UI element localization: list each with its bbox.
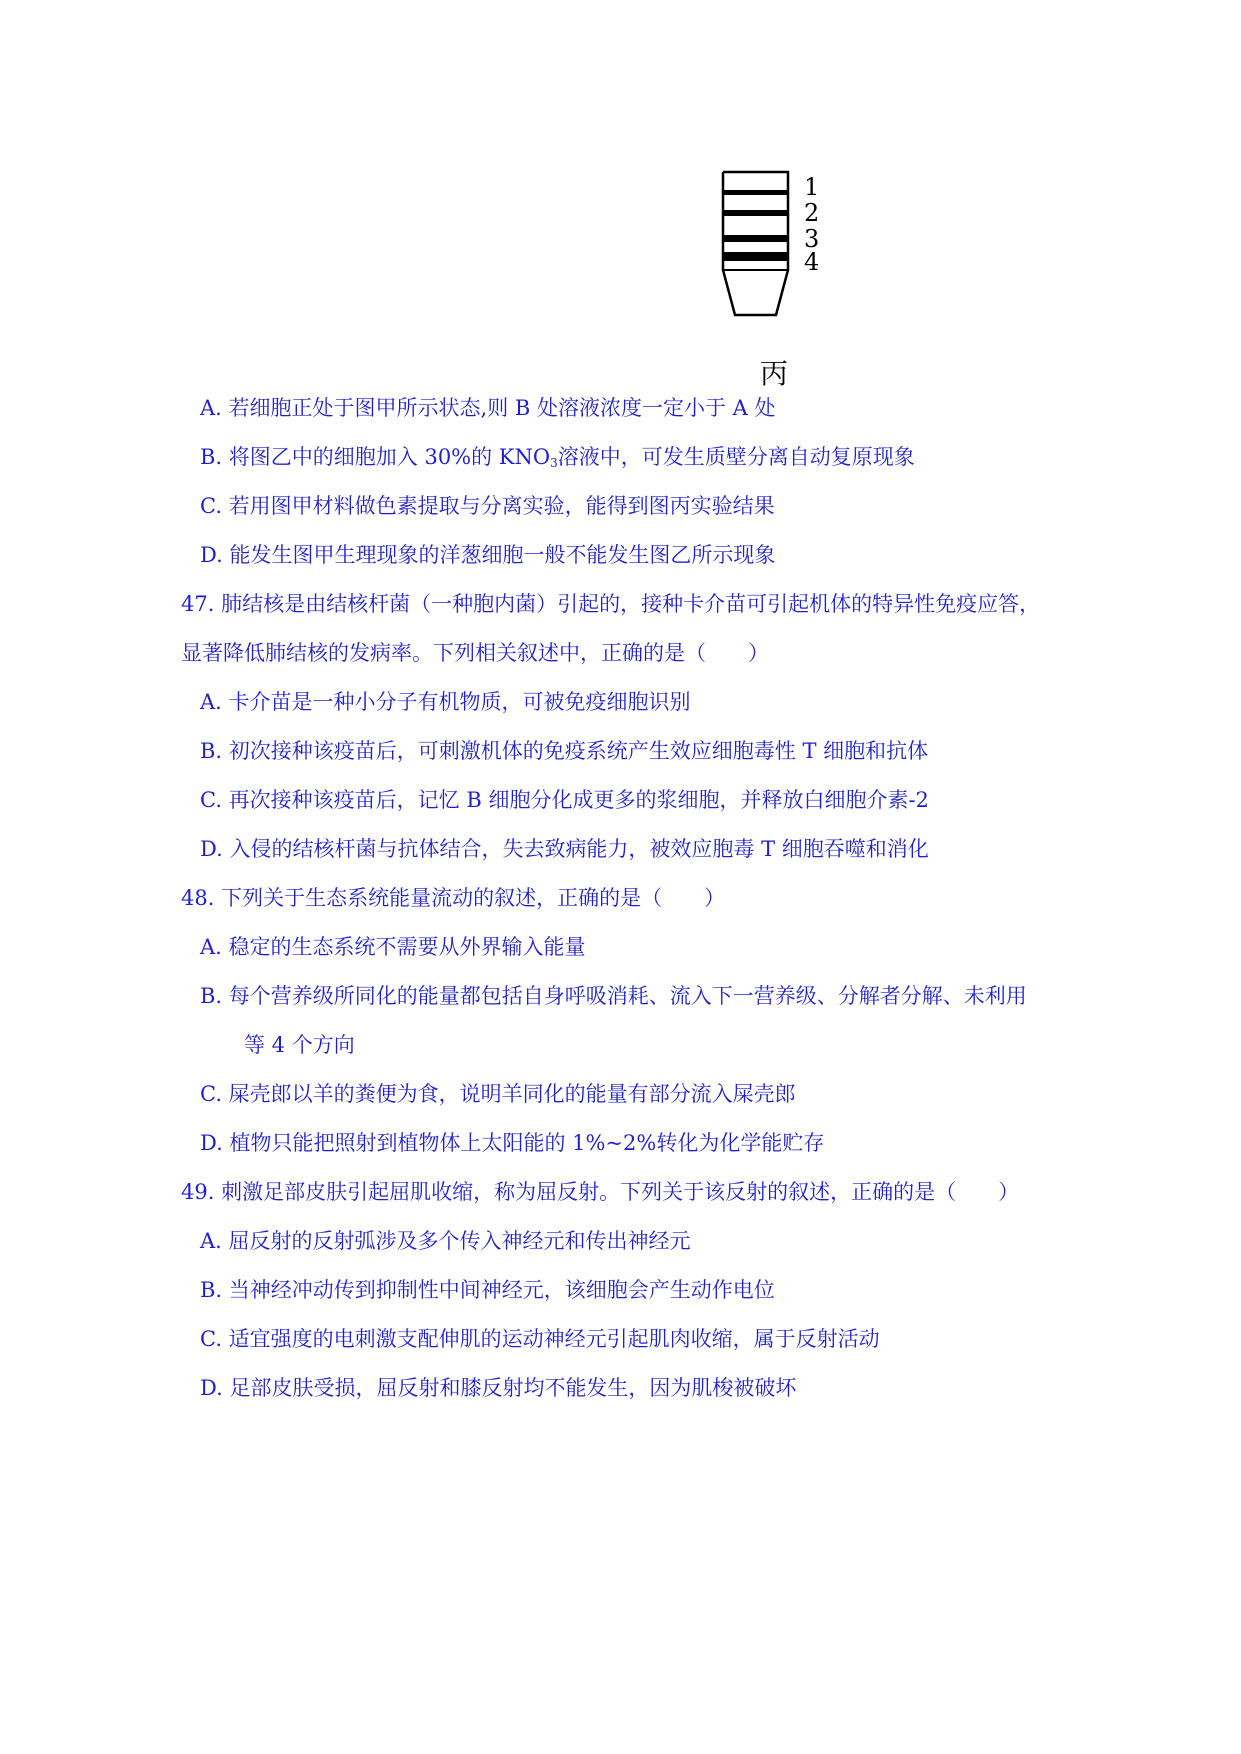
band-1 [723,190,788,195]
band-4 [723,252,788,261]
band-3 [723,235,788,242]
q49-option-c: C. 适宜强度的电刺激支配伸肌的运动神经元引起肌肉收缩，属于反射活动 [200,1327,880,1351]
q48-option-a: A. 稳定的生态系统不需要从外界输入能量 [200,935,586,959]
q46-option-a: A. 若细胞正处于图甲所示状态,则 B 处溶液浓度一定小于 A 处 [200,396,776,420]
q48-option-c: C. 屎壳郎以羊的粪便为食，说明羊同化的能量有部分流入屎壳郎 [200,1082,796,1106]
q48-stem: 48. 下列关于生态系统能量流动的叙述，正确的是（ ） [181,886,726,910]
q46-option-d: D. 能发生图甲生理现象的洋葱细胞一般不能发生图乙所示现象 [200,543,776,567]
band-label-2: 2 [804,199,820,227]
q48-option-b-line-1: B. 每个营养级所同化的能量都包括自身呼吸消耗、流入下一营养级、分解者分解、未利用 [200,984,1027,1008]
q49-option-b: B. 当神经冲动传到抑制性中间神经元，该细胞会产生动作电位 [200,1278,775,1302]
band-label-3: 3 [804,225,820,253]
band-label-1: 1 [804,173,820,201]
q48-option-b-line-2: 等 4 个方向 [244,1033,355,1057]
q46-option-b: B. 将图乙中的细胞加入 30%的 $KNO_3$溶液中，可发生质壁分离自动复原现象 [200,445,915,470]
q47-option-a: A. 卡介苗是一种小分子有机物质，可被免疫细胞识别 [200,690,691,714]
q47-option-d: D. 入侵的结核杆菌与抗体结合，失去致病能力，被效应胞毒 T 细胞吞噬和消化 [200,837,929,861]
q49-stem: 49. 刺激足部皮肤引起屈肌收缩，称为屈反射。下列关于该反射的叙述，正确的是（ ） [181,1180,1020,1204]
q47-option-c: C. 再次接种该疫苗后，记忆 B 细胞分化成更多的浆细胞，并释放白细胞介素-2 [200,788,929,812]
q46-option-c: C. 若用图甲材料做色素提取与分离实验，能得到图丙实验结果 [200,494,775,518]
q47-stem-line-1: 47. 肺结核是由结核杆菌（一种胞内菌）引起的，接种卡介苗可引起机体的特异性免疫应答， [181,592,1041,616]
figure-caption: 丙 [760,357,789,390]
band-2 [723,210,788,216]
q47-option-b: B. 初次接种该疫苗后，可刺激机体的免疫系统产生效应细胞毒性 T 细胞和抗体 [200,739,929,763]
q49-option-a: A. 屈反射的反射弧涉及多个传入神经元和传出神经元 [200,1229,691,1253]
q48-option-d: D. 植物只能把照射到植物体上太阳能的 1%~2%转化为化学能贮存 [200,1131,825,1155]
band-label-4: 4 [804,248,820,276]
q49-option-d: D. 足部皮肤受损，屈反射和膝反射均不能发生，因为肌梭被破坏 [200,1376,797,1400]
q47-stem-line-2: 显著降低肺结核的发病率。下列相关叙述中，正确的是（ ） [181,641,769,665]
